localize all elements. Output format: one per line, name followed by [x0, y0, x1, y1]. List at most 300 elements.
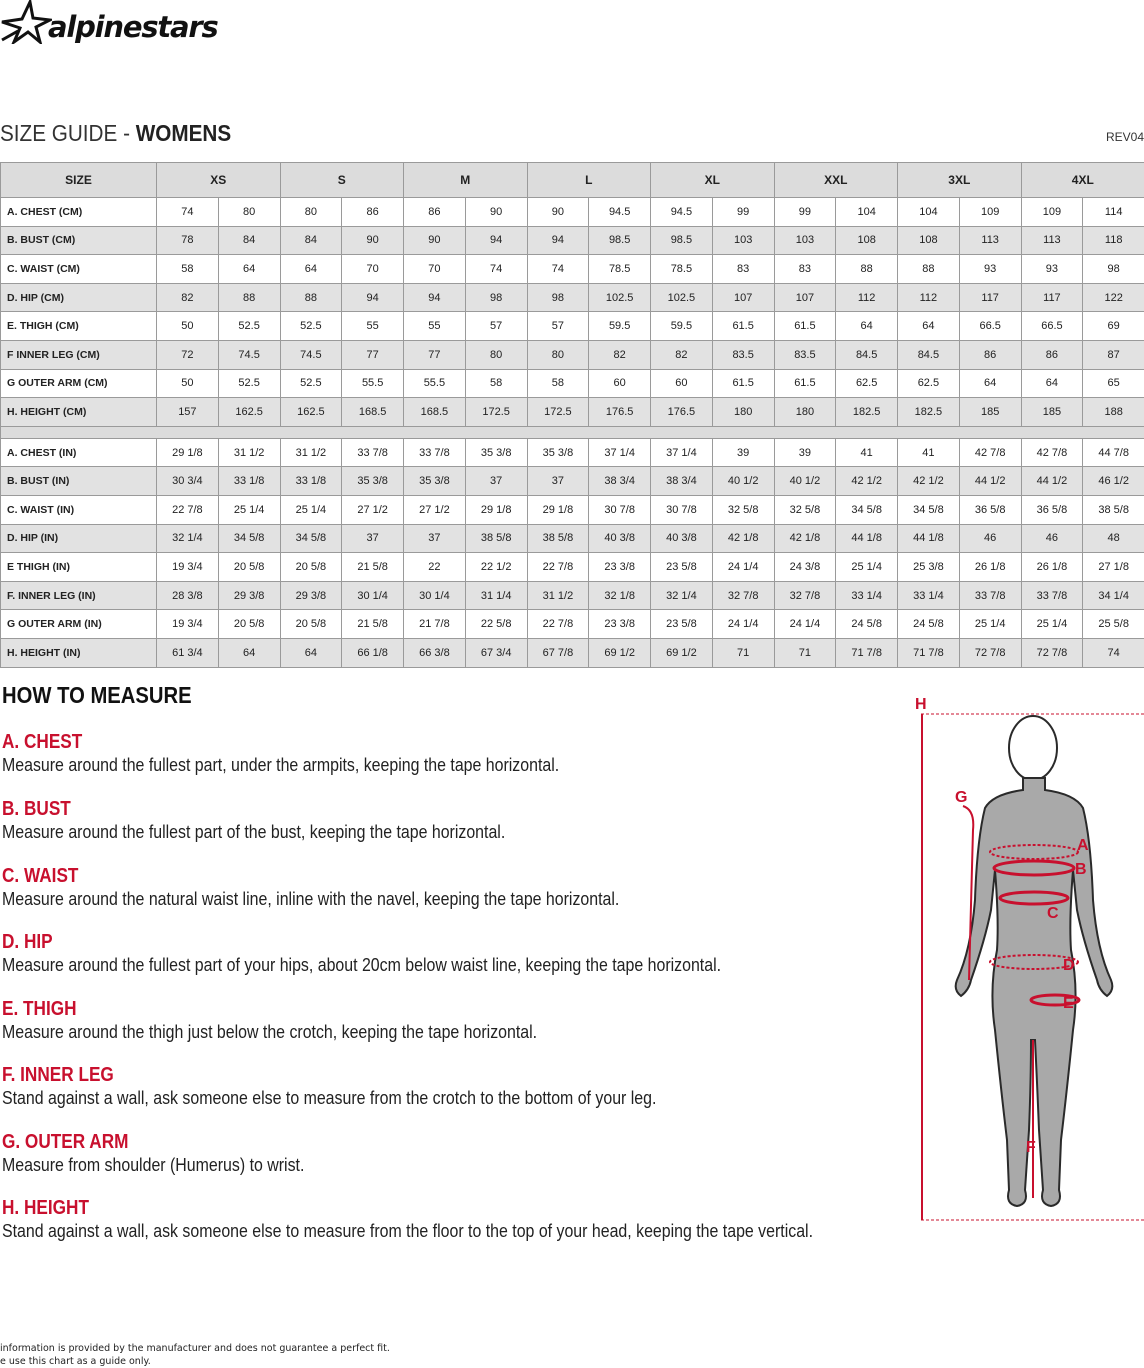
table-cell: 60: [589, 369, 651, 398]
table-cell: 86: [1021, 340, 1083, 369]
table-cell: 172.5: [465, 398, 527, 427]
table-cell: 64: [1021, 369, 1083, 398]
row-label: A. CHEST (CM): [1, 198, 157, 227]
table-cell: 44 1/2: [959, 467, 1021, 496]
table-cell: 74.5: [218, 340, 280, 369]
table-cell: 30 7/8: [651, 495, 713, 524]
table-cell: 71: [774, 638, 836, 667]
how-to-measure-title: HOW TO MEASURE: [2, 682, 192, 708]
label-c: C: [1047, 905, 1059, 922]
table-cell: 29 1/8: [465, 495, 527, 524]
table-cell: 72 7/8: [959, 638, 1021, 667]
table-row: [1, 226, 1144, 255]
table-cell: 109: [959, 198, 1021, 227]
measure-item: [2, 864, 619, 910]
title-prefix: SIZE GUIDE -: [0, 120, 130, 146]
table-cell: 83.5: [712, 340, 774, 369]
measure-item: [2, 1063, 656, 1109]
size-table-body: [1, 198, 1144, 668]
table-cell: 25 1/4: [218, 495, 280, 524]
table-cell: 69 1/2: [651, 638, 713, 667]
table-cell: 61.5: [712, 369, 774, 398]
table-cell: 84: [280, 226, 342, 255]
table-cell: 33 1/4: [898, 581, 960, 610]
table-cell: 35 3/8: [465, 438, 527, 467]
table-cell: 32 5/8: [774, 495, 836, 524]
table-cell: 58: [527, 369, 589, 398]
table-cell: 74: [527, 255, 589, 284]
row-label: E. THIGH (CM): [1, 312, 157, 341]
table-cell: 88: [836, 255, 898, 284]
table-cell: 118: [1083, 226, 1144, 255]
table-cell: 33 1/8: [218, 467, 280, 496]
size-col-4xl: 4XL: [1021, 163, 1144, 198]
table-cell: 34 5/8: [898, 495, 960, 524]
table-cell: 33 7/8: [404, 438, 466, 467]
table-cell: 39: [774, 438, 836, 467]
table-cell: 55: [404, 312, 466, 341]
table-divider: [1, 426, 1144, 438]
table-cell: 182.5: [836, 398, 898, 427]
size-col-xxl: XXL: [774, 163, 898, 198]
table-cell: 24 1/4: [712, 553, 774, 582]
table-cell: 66 3/8: [404, 638, 466, 667]
table-cell: 52.5: [280, 369, 342, 398]
table-cell: 176.5: [651, 398, 713, 427]
table-cell: 98.5: [589, 226, 651, 255]
table-cell: 74.5: [280, 340, 342, 369]
table-cell: 35 3/8: [527, 438, 589, 467]
table-cell: 59.5: [589, 312, 651, 341]
table-cell: 37: [342, 524, 404, 553]
table-cell: 31 1/2: [280, 438, 342, 467]
table-cell: 21 7/8: [404, 610, 466, 639]
size-col-xl: XL: [651, 163, 775, 198]
table-cell: 104: [836, 198, 898, 227]
measure-item: [2, 1130, 304, 1176]
table-cell: 36 5/8: [959, 495, 1021, 524]
table-cell: 107: [774, 283, 836, 312]
table-cell: 112: [898, 283, 960, 312]
table-cell: 41: [836, 438, 898, 467]
table-cell: 90: [404, 226, 466, 255]
table-cell: 20 5/8: [280, 553, 342, 582]
table-cell: 29 1/8: [527, 495, 589, 524]
table-cell: 41: [898, 438, 960, 467]
body-measurement-figure: [905, 690, 1144, 1230]
table-cell: 20 5/8: [218, 610, 280, 639]
table-cell: 64: [898, 312, 960, 341]
alpinestars-star-icon: [0, 0, 52, 44]
table-cell: 113: [1021, 226, 1083, 255]
table-cell: 64: [959, 369, 1021, 398]
table-cell: 66.5: [959, 312, 1021, 341]
table-cell: 46 1/2: [1083, 467, 1144, 496]
table-cell: 34 5/8: [280, 524, 342, 553]
table-cell: 27 1/8: [1083, 553, 1144, 582]
table-cell: 80: [527, 340, 589, 369]
row-label: D. HIP (IN): [1, 524, 157, 553]
table-cell: 94: [465, 226, 527, 255]
table-cell: 114: [1083, 198, 1144, 227]
table-cell: 80: [465, 340, 527, 369]
table-cell: 77: [404, 340, 466, 369]
table-cell: 30 3/4: [157, 467, 219, 496]
table-cell: 52.5: [280, 312, 342, 341]
table-row: [1, 198, 1144, 227]
table-cell: 32 7/8: [712, 581, 774, 610]
row-label: G OUTER ARM (IN): [1, 610, 157, 639]
table-cell: 25 3/8: [898, 553, 960, 582]
measure-heading: H. HEIGHT: [2, 1197, 89, 1219]
table-cell: 82: [157, 283, 219, 312]
table-cell: 180: [774, 398, 836, 427]
table-row: [1, 283, 1144, 312]
table-cell: 182.5: [898, 398, 960, 427]
table-cell: 42 7/8: [1021, 438, 1083, 467]
table-cell: 33 7/8: [342, 438, 404, 467]
table-cell: 21 5/8: [342, 610, 404, 639]
table-cell: 42 1/2: [836, 467, 898, 496]
table-cell: 46: [959, 524, 1021, 553]
table-cell: 87: [1083, 340, 1144, 369]
table-cell: 33 7/8: [1021, 581, 1083, 610]
table-row: [1, 524, 1144, 553]
table-cell: 64: [218, 638, 280, 667]
table-cell: 86: [959, 340, 1021, 369]
table-cell: 88: [218, 283, 280, 312]
table-cell: 172.5: [527, 398, 589, 427]
table-cell: 98: [1083, 255, 1144, 284]
table-cell: 112: [836, 283, 898, 312]
table-cell: 185: [1021, 398, 1083, 427]
label-g: G: [955, 789, 968, 806]
measure-heading: D. HIP: [2, 931, 53, 953]
table-cell: 185: [959, 398, 1021, 427]
label-f: F: [1026, 1139, 1036, 1156]
table-cell: 93: [959, 255, 1021, 284]
size-header-row: [1, 163, 1144, 198]
table-cell: 162.5: [280, 398, 342, 427]
table-cell: 42 1/8: [712, 524, 774, 553]
table-cell: 55: [342, 312, 404, 341]
table-cell: 32 1/8: [589, 581, 651, 610]
table-cell: 98.5: [651, 226, 713, 255]
table-cell: 42 7/8: [959, 438, 1021, 467]
measure-item: [2, 730, 559, 776]
table-cell: 67 7/8: [527, 638, 589, 667]
label-a: A: [1077, 837, 1089, 854]
table-cell: 42 1/8: [774, 524, 836, 553]
table-cell: 38 3/4: [589, 467, 651, 496]
table-cell: 24 5/8: [836, 610, 898, 639]
table-cell: 25 1/4: [280, 495, 342, 524]
table-cell: 62.5: [836, 369, 898, 398]
table-cell: 21 5/8: [342, 553, 404, 582]
table-cell: 98: [465, 283, 527, 312]
table-cell: 67 3/4: [465, 638, 527, 667]
table-cell: 84.5: [836, 340, 898, 369]
revision-code: REV04: [1105, 130, 1144, 144]
table-row: [1, 581, 1144, 610]
table-cell: 23 5/8: [651, 553, 713, 582]
table-cell: 103: [774, 226, 836, 255]
table-cell: 22 1/2: [465, 553, 527, 582]
row-label: G OUTER ARM (CM): [1, 369, 157, 398]
table-cell: 27 1/2: [342, 495, 404, 524]
table-cell: 22 5/8: [465, 610, 527, 639]
measure-description: Stand against a wall, ask someone else to measure from the floor to the top of your head, keeping the tape vertical.: [2, 1220, 814, 1241]
size-table: [0, 162, 1144, 668]
table-cell: 84: [218, 226, 280, 255]
table-cell: 103: [712, 226, 774, 255]
table-cell: 77: [342, 340, 404, 369]
table-cell: 113: [959, 226, 1021, 255]
table-cell: 90: [465, 198, 527, 227]
row-label: A. CHEST (IN): [1, 438, 157, 467]
row-label: H. HEIGHT (IN): [1, 638, 157, 667]
table-cell: 57: [527, 312, 589, 341]
table-cell: 23 3/8: [589, 610, 651, 639]
table-cell: 74: [157, 198, 219, 227]
table-cell: 88: [898, 255, 960, 284]
table-cell: 31 1/2: [218, 438, 280, 467]
size-col-s: S: [280, 163, 404, 198]
table-row: [1, 610, 1144, 639]
table-cell: 40 1/2: [774, 467, 836, 496]
table-cell: 37: [465, 467, 527, 496]
table-cell: 22 7/8: [527, 553, 589, 582]
table-cell: 188: [1083, 398, 1144, 427]
measure-heading: B. BUST: [2, 798, 71, 820]
table-cell: 39: [712, 438, 774, 467]
table-cell: 22: [404, 553, 466, 582]
table-cell: 30 7/8: [589, 495, 651, 524]
measure-description: Measure around the thigh just below the crotch, keeping the tape horizontal.: [2, 1021, 538, 1042]
table-cell: 26 1/8: [959, 553, 1021, 582]
table-cell: 72: [157, 340, 219, 369]
row-label: C. WAIST (CM): [1, 255, 157, 284]
table-row: [1, 255, 1144, 284]
table-cell: 162.5: [218, 398, 280, 427]
table-cell: 55.5: [342, 369, 404, 398]
measure-description: Measure around the fullest part of the bust, keeping the tape horizontal.: [2, 821, 506, 842]
brand-wordmark: alpinestars: [48, 10, 218, 44]
label-d: D: [1063, 957, 1075, 974]
table-cell: 86: [404, 198, 466, 227]
size-col-3xl: 3XL: [898, 163, 1022, 198]
table-cell: 62.5: [898, 369, 960, 398]
table-cell: 64: [280, 255, 342, 284]
row-label: B. BUST (CM): [1, 226, 157, 255]
table-cell: 80: [280, 198, 342, 227]
table-cell: 30 1/4: [342, 581, 404, 610]
table-cell: 24 1/4: [774, 610, 836, 639]
table-cell: 35 3/8: [404, 467, 466, 496]
disclaimer: [0, 1342, 390, 1368]
table-cell: 83.5: [774, 340, 836, 369]
size-col-l: L: [527, 163, 651, 198]
table-cell: 44 1/2: [1021, 467, 1083, 496]
table-cell: 99: [712, 198, 774, 227]
table-cell: 61.5: [712, 312, 774, 341]
measure-heading: G. OUTER ARM: [2, 1131, 129, 1153]
table-cell: 65: [1083, 369, 1144, 398]
table-cell: 22 7/8: [157, 495, 219, 524]
label-h: H: [915, 696, 927, 713]
table-cell: 74: [1083, 638, 1144, 667]
table-row: [1, 495, 1144, 524]
table-cell: 117: [959, 283, 1021, 312]
table-cell: 55.5: [404, 369, 466, 398]
table-cell: 25 1/4: [959, 610, 1021, 639]
row-label: C. WAIST (IN): [1, 495, 157, 524]
table-cell: 37: [404, 524, 466, 553]
table-cell: 22 7/8: [527, 610, 589, 639]
table-cell: 72 7/8: [1021, 638, 1083, 667]
measure-item: [2, 797, 505, 843]
table-cell: 34 5/8: [218, 524, 280, 553]
table-cell: 60: [651, 369, 713, 398]
table-cell: 34 5/8: [836, 495, 898, 524]
table-cell: 29 1/8: [157, 438, 219, 467]
table-cell: 98: [527, 283, 589, 312]
table-cell: 80: [218, 198, 280, 227]
table-cell: 38 5/8: [1083, 495, 1144, 524]
measure-item: [2, 930, 721, 976]
table-row: [1, 340, 1144, 369]
table-cell: 94: [404, 283, 466, 312]
table-cell: 93: [1021, 255, 1083, 284]
table-cell: 104: [898, 198, 960, 227]
table-cell: 117: [1021, 283, 1083, 312]
table-row: [1, 369, 1144, 398]
table-cell: 48: [1083, 524, 1144, 553]
table-row: [1, 638, 1144, 667]
table-cell: 109: [1021, 198, 1083, 227]
table-cell: 29 3/8: [218, 581, 280, 610]
row-label: D. HIP (CM): [1, 283, 157, 312]
table-cell: 82: [651, 340, 713, 369]
disclaimer-line-1: information is provided by the manufacturer and does not guarantee a perfect fit.: [0, 1343, 390, 1354]
table-cell: 70: [342, 255, 404, 284]
table-divider-row: [1, 426, 1144, 438]
table-cell: 23 5/8: [651, 610, 713, 639]
table-cell: 52.5: [218, 369, 280, 398]
table-cell: 38 5/8: [527, 524, 589, 553]
table-cell: 27 1/2: [404, 495, 466, 524]
table-cell: 32 7/8: [774, 581, 836, 610]
row-label: E THIGH (IN): [1, 553, 157, 582]
measure-heading: E. THIGH: [2, 998, 77, 1020]
table-cell: 37 1/4: [651, 438, 713, 467]
table-cell: 37: [527, 467, 589, 496]
size-header: SIZE: [1, 163, 157, 198]
table-cell: 30 1/4: [404, 581, 466, 610]
table-cell: 108: [836, 226, 898, 255]
disclaimer-line-2: e use this chart as a guide only.: [0, 1356, 151, 1367]
table-cell: 25 1/4: [1021, 610, 1083, 639]
table-cell: 90: [342, 226, 404, 255]
table-cell: 36 5/8: [1021, 495, 1083, 524]
table-cell: 108: [898, 226, 960, 255]
table-cell: 64: [836, 312, 898, 341]
table-cell: 44 1/8: [836, 524, 898, 553]
table-cell: 52.5: [218, 312, 280, 341]
table-cell: 102.5: [651, 283, 713, 312]
measure-heading: A. CHEST: [2, 731, 83, 753]
size-col-m: M: [404, 163, 528, 198]
table-cell: 74: [465, 255, 527, 284]
table-row: [1, 438, 1144, 467]
measure-item: [2, 997, 537, 1043]
table-cell: 78.5: [651, 255, 713, 284]
table-cell: 94: [527, 226, 589, 255]
table-cell: 180: [712, 398, 774, 427]
measure-description: Measure around the fullest part, under the armpits, keeping the tape horizontal.: [2, 754, 560, 775]
table-cell: 78: [157, 226, 219, 255]
label-e: E: [1063, 995, 1074, 1012]
table-cell: 24 1/4: [712, 610, 774, 639]
alpinestars-logo: [0, 0, 260, 46]
table-cell: 23 3/8: [589, 553, 651, 582]
table-cell: 94: [342, 283, 404, 312]
table-cell: 107: [712, 283, 774, 312]
label-b: B: [1075, 861, 1087, 878]
table-cell: 40 3/8: [651, 524, 713, 553]
measure-heading: C. WAIST: [2, 865, 79, 887]
table-cell: 35 3/8: [342, 467, 404, 496]
table-cell: 28 3/8: [157, 581, 219, 610]
table-cell: 88: [280, 283, 342, 312]
table-cell: 61.5: [774, 312, 836, 341]
table-cell: 58: [465, 369, 527, 398]
table-cell: 29 3/8: [280, 581, 342, 610]
table-cell: 61.5: [774, 369, 836, 398]
table-cell: 78.5: [589, 255, 651, 284]
table-cell: 57: [465, 312, 527, 341]
table-cell: 69: [1083, 312, 1144, 341]
table-cell: 84.5: [898, 340, 960, 369]
table-row: [1, 467, 1144, 496]
table-cell: 46: [1021, 524, 1083, 553]
table-cell: 42 1/2: [898, 467, 960, 496]
table-cell: 31 1/4: [465, 581, 527, 610]
table-cell: 31 1/2: [527, 581, 589, 610]
measure-item: [2, 1196, 813, 1242]
size-col-xs: XS: [157, 163, 281, 198]
table-cell: 20 5/8: [218, 553, 280, 582]
table-row: [1, 553, 1144, 582]
title-category: WOMENS: [135, 120, 232, 146]
table-cell: 122: [1083, 283, 1144, 312]
table-cell: 71: [712, 638, 774, 667]
table-cell: 24 5/8: [898, 610, 960, 639]
table-cell: 66 1/8: [342, 638, 404, 667]
table-cell: 33 1/8: [280, 467, 342, 496]
table-cell: 32 1/4: [157, 524, 219, 553]
measure-description: Measure from shoulder (Humerus) to wrist.: [2, 1154, 305, 1175]
table-cell: 34 1/4: [1083, 581, 1144, 610]
table-cell: 70: [404, 255, 466, 284]
table-cell: 59.5: [651, 312, 713, 341]
table-cell: 19 3/4: [157, 553, 219, 582]
table-cell: 33 7/8: [959, 581, 1021, 610]
table-cell: 37 1/4: [589, 438, 651, 467]
table-cell: 176.5: [589, 398, 651, 427]
table-cell: 38 5/8: [465, 524, 527, 553]
row-label: F INNER LEG (CM): [1, 340, 157, 369]
